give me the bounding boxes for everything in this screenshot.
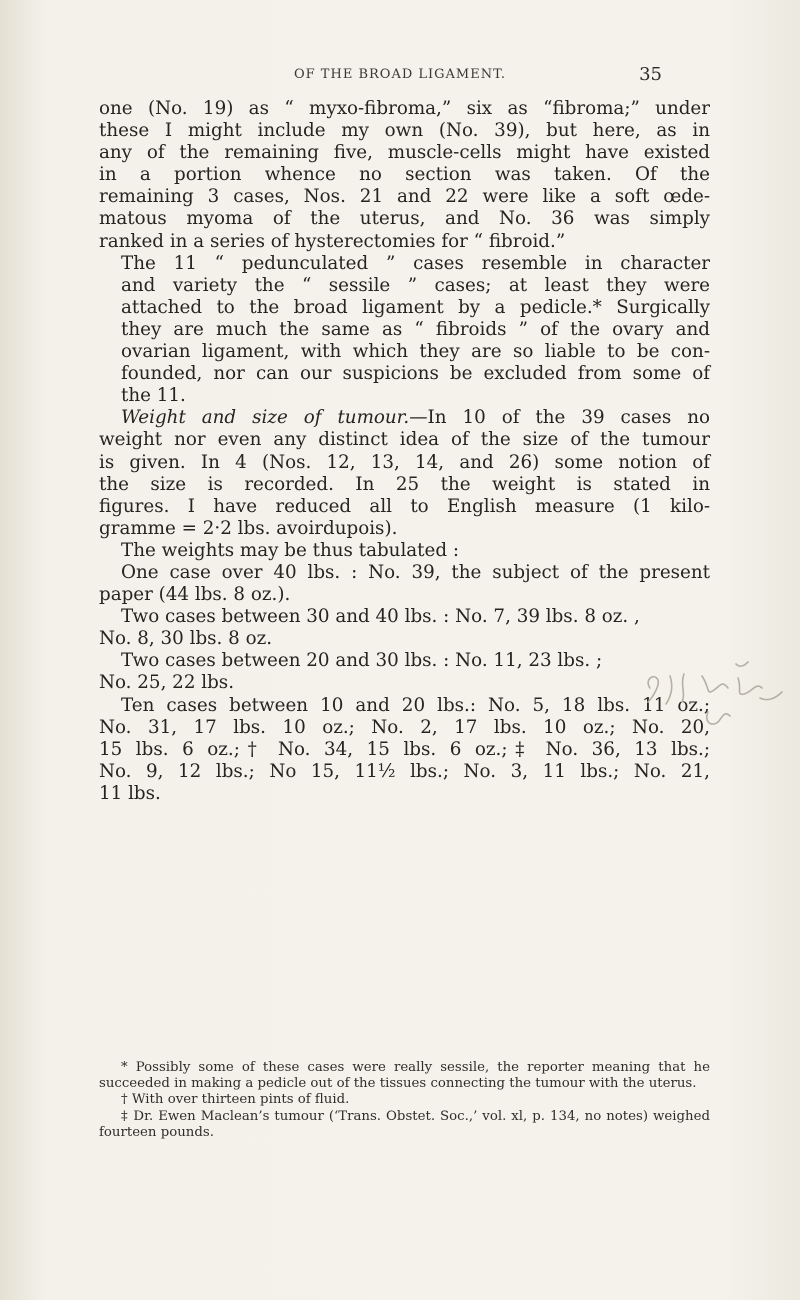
paragraph-tabulated-intro <box>99 540 710 562</box>
paragraph-over-40 <box>99 562 710 606</box>
footnote-double-dagger <box>99 1109 710 1141</box>
page-number: 35 <box>639 64 662 85</box>
footnote-dagger <box>99 1092 710 1108</box>
page-header <box>0 63 800 87</box>
text-line: and variety the “ sessile ” cases; at least they were <box>121 274 710 296</box>
text-line: one (No. 19) as “ myxo-fibroma,” six as “fibroma;” under <box>99 98 710 119</box>
text-line: ovarian ligament, with which they are so liable to be con- <box>121 341 710 363</box>
text-line: figures. I have reduced all to English measure (1 kilo- <box>99 495 710 517</box>
paragraph-30-40 <box>99 606 710 650</box>
text-line: they are much the same as “ fibroids ” of the ovary and <box>121 318 710 340</box>
text-line: No. 8, 30 lbs. 8 oz. <box>99 628 273 650</box>
pencil-annotation-icon <box>640 658 790 738</box>
text-line: the 11. <box>121 385 186 407</box>
text-run: —In 10 of the 39 cases no <box>409 407 710 429</box>
text-line: the size is recorded. In 25 the weight is stated in <box>99 473 710 495</box>
text-line: weight nor even any distinct idea of the size of the tumour <box>99 429 710 451</box>
paragraph-pedunculated <box>99 253 710 408</box>
text-line: No. 25, 22 lbs. <box>99 672 235 694</box>
footnote-line: that he succeeded in making a pedicle out of the tissues connecting the <box>99 1060 710 1092</box>
text-line: The 11 “ pedunculated ” cases resemble in character <box>121 252 710 274</box>
text-line <box>99 407 710 429</box>
text-line: these I might include my own (No. 39), but here, as in <box>99 120 710 142</box>
body-text <box>99 98 710 805</box>
text-line: is given. In 4 (Nos. 12, 13, 14, and 26) some notion of <box>99 451 710 473</box>
footnote-line: notes) weighed fourteen pounds. <box>99 1108 710 1140</box>
section-heading: Weight and size of tumour. <box>121 407 410 429</box>
text-line: 11 lbs. <box>99 782 161 804</box>
text-line: No. 31, 17 lbs. 10 oz.; No. 2, 17 lbs. 10 oz.; No. 20, <box>99 716 710 738</box>
text-line: One case over 40 lbs. : No. 39, the subject of the present <box>121 561 710 583</box>
text-line: The weights may be thus tabulated : <box>121 539 460 561</box>
footnote-line: ‡ Dr. Ewen Maclean’s tumour (‘Trans. Obstet. Soc.,’ vol. xl, p. 134, no <box>121 1108 602 1124</box>
text-line: Ten cases between 10 and 20 lbs.: No. 5, 18 lbs. 11 oz.; <box>121 694 710 716</box>
paragraph-weight-and-size <box>99 407 710 540</box>
text-line: Two cases between 30 and 40 lbs. : No. 7, 39 lbs. 8 oz. , <box>121 606 640 628</box>
footnote-asterisk <box>99 1060 710 1092</box>
footnote-line: † With over thirteen pints of fluid. <box>121 1092 350 1108</box>
paragraph-classification <box>99 98 710 253</box>
running-title: OF THE BROAD LIGAMENT. <box>294 67 506 82</box>
footnote-line: * Possibly some of these cases were really sessile, the reporter meaning <box>121 1060 651 1075</box>
text-line: in a portion whence no section was taken. Of the <box>99 164 710 186</box>
text-line: matous myoma of the uterus, and No. 36 was simply <box>99 208 710 230</box>
text-line: remaining 3 cases, Nos. 21 and 22 were like a soft œde- <box>99 186 710 208</box>
text-line: paper (44 lbs. 8 oz.). <box>99 584 291 606</box>
text-line: ranked in a series of hysterectomies for “ fibroid.” <box>99 230 566 252</box>
text-line: attached to the broad ligament by a pedicle.* Surgically <box>121 296 710 318</box>
footnotes <box>99 1060 710 1141</box>
text-line: any of the remaining five, muscle-cells might have existed <box>99 142 710 164</box>
footnote-line: tumour with the uterus. <box>535 1076 697 1092</box>
text-line: gramme = 2·2 lbs. avoirdupois). <box>99 517 398 539</box>
text-line: Two cases between 20 and 30 lbs. : No. 11, 23 lbs. ; <box>121 650 603 672</box>
text-line: 15 lbs. 6 oz.;† No. 34, 15 lbs. 6 oz.;‡ No. 36, 13 lbs.; <box>99 738 710 760</box>
text-line: No. 9, 12 lbs.; No 15, 11½ lbs.; No. 3, 11 lbs.; No. 21, <box>99 760 710 782</box>
paragraph-20-30 <box>99 650 710 694</box>
paragraph-10-20 <box>99 695 710 805</box>
text-line: founded, nor can our suspicions be excluded from some of <box>121 363 710 385</box>
